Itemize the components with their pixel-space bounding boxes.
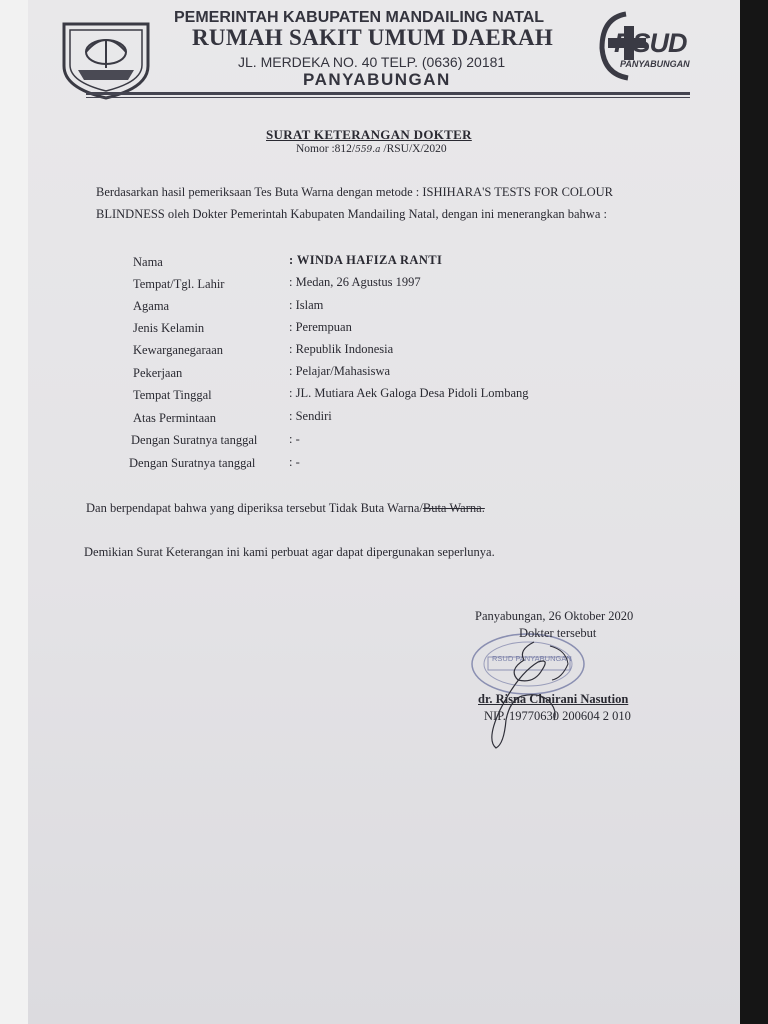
header-city: PANYABUNGAN — [303, 70, 451, 89]
conclusion — [86, 501, 485, 516]
detail-value-birth: : Medan, 26 Agustus 1997 — [289, 275, 421, 289]
document-number-prefix: Nomor :812/ — [296, 143, 356, 155]
detail-label-request: Atas Permintaan — [133, 411, 216, 425]
intro-line-1: Berdasarkan hasil pemeriksaan Tes Buta Warna dengan metode : ISHIHARA'S TESTS FOR COLOUR — [96, 185, 613, 199]
header-divider — [86, 92, 690, 95]
detail-value-name: : WINDA HAFIZA RANTI — [289, 253, 443, 267]
detail-label-occupation: Pekerjaan — [133, 366, 183, 380]
detail-label-birth: Tempat/Tgl. Lahir — [133, 277, 225, 291]
scan-left-margin — [0, 0, 28, 1024]
detail-label-religion: Agama — [133, 299, 170, 313]
closing-statement: Demikian Surat Keterangan ini kami perbuat agar dapat dipergunakan seperlunya. — [84, 545, 495, 559]
detail-value-gender: : Perempuan — [289, 320, 352, 334]
detail-value-occupation: : Pelajar/Mahasiswa — [289, 364, 391, 378]
stamp-text: RSUD PANYABUNGAN — [492, 654, 572, 663]
detail-label-name: Nama — [133, 255, 163, 269]
detail-value-religion: : Islam — [289, 298, 324, 312]
detail-label-letter-date-2: Dengan Suratnya tanggal — [129, 456, 256, 470]
document-title: SURAT KETERANGAN DOKTER — [266, 127, 472, 142]
rsud-logo-subtext: PANYABUNGAN — [620, 59, 690, 69]
detail-value-letter-date-2: : - — [289, 455, 300, 469]
detail-value-request: : Sendiri — [289, 409, 332, 423]
detail-label-address: Tempat Tinggal — [133, 388, 212, 402]
doctor-name: dr. Risna Chairani Nasution — [478, 692, 629, 706]
conclusion-struck-text: Buta Warna. — [422, 501, 485, 515]
doctor-nip: NIP. 19770630 200604 2 010 — [484, 709, 631, 723]
scan-right-margin — [740, 0, 768, 1024]
regency-emblem-icon — [56, 16, 156, 100]
intro-line-2: BLINDNESS oleh Dokter Pemerintah Kabupaten Mandailing Natal, dengan ini menerangkan bahwa : — [96, 207, 607, 221]
document-number — [296, 143, 447, 155]
detail-value-letter-date-1: : - — [289, 432, 300, 446]
detail-label-citizenship: Kewarganegaraan — [133, 343, 223, 357]
rsud-logo-text: RSUD — [614, 28, 687, 58]
header-divider-thin — [86, 97, 690, 98]
header-address: JL. MERDEKA NO. 40 TELP. (0636) 20181 — [238, 54, 506, 70]
conclusion-text: Dan berpendapat bahwa yang diperiksa tersebut Tidak Buta Warna/ — [86, 501, 423, 515]
detail-value-citizenship: : Republik Indonesia — [289, 342, 394, 356]
detail-label-letter-date-1: Dengan Suratnya tanggal — [131, 433, 258, 447]
detail-label-gender: Jenis Kelamin — [133, 321, 205, 335]
detail-value-address: : JL. Mutiara Aek Galoga Desa Pidoli Lombang — [289, 386, 529, 400]
header-government: PEMERINTAH KABUPATEN MANDAILING NATAL — [174, 9, 545, 26]
signature-role: Dokter tersebut — [519, 626, 597, 640]
signature-place-date: Panyabungan, 26 Oktober 2020 — [475, 609, 634, 623]
document-number-suffix: /RSU/X/2020 — [383, 143, 447, 155]
header-hospital-name: RUMAH SAKIT UMUM DAERAH — [192, 25, 554, 50]
document-number-handwritten: 559.a — [355, 145, 381, 155]
